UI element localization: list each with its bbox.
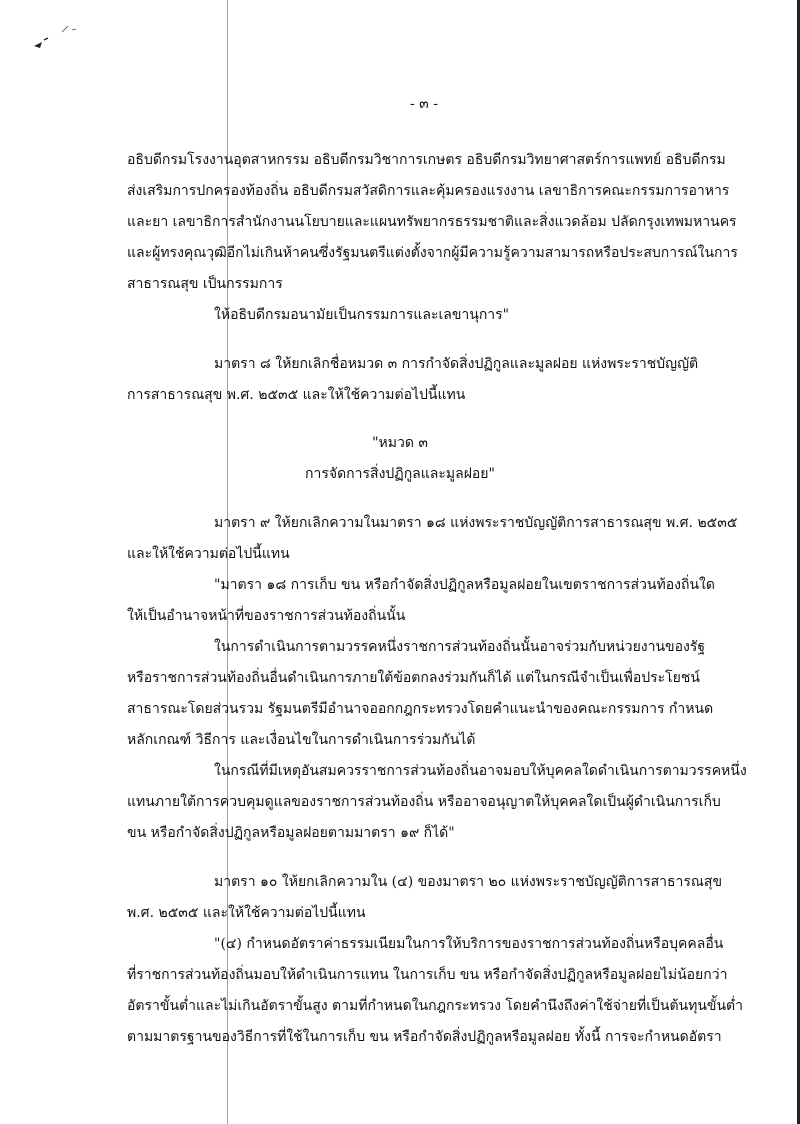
section-10-heading-line: มาตรา ๑๐ ให้ยกเลิกความใน (๔) ของมาตรา ๒๐ แห่งพระราชบัญญัติการสาธารณสุข	[214, 874, 723, 890]
section-9-heading-line: มาตรา ๙ ให้ยกเลิกความในมาตรา ๑๘ แห่งพระราชบัญญัติการสาธารณสุข พ.ศ. ๒๕๓๕	[214, 515, 738, 531]
paragraph-line: การสาธารณสุข พ.ศ. ๒๕๓๕ และให้ใช้ความต่อไปนี้แทน	[127, 387, 466, 403]
paragraph-line: และให้ใช้ความต่อไปนี้แทน	[127, 546, 290, 562]
paragraph-line: สาธารณสุข เป็นกรรมการ	[127, 276, 283, 292]
paragraph-line: ขน หรือกำจัดสิ่งปฏิกูลหรือมูลฝอยตามมาตรา ๑๙ ก็ได้"	[127, 825, 455, 841]
paragraph-line: ที่ราชการส่วนท้องถิ่นมอบให้ดำเนินการแทน ในการเก็บ ขน หรือกำจัดสิ่งปฏิกูลหรือมูลฝอยไม่น้อยกว่า	[127, 967, 728, 983]
paragraph-line: แทนภายใต้การควบคุมดูแลของราชการส่วนท้องถิ่น หรืออาจอนุญาตให้บุคคลใดเป็นผู้ดำเนินการเก็บ	[127, 794, 721, 810]
chapter-number: "หมวด ๓	[372, 435, 428, 451]
paragraph-line: อธิบดีกรมโรงงานอุตสาหกรรม อธิบดีกรมวิชาการเกษตร อธิบดีกรมวิทยาศาสตร์การแพทย์ อธิบดีกรม	[127, 152, 726, 168]
paragraph-line: ให้อธิบดีกรมอนามัยเป็นกรรมการและเลขานุการ"	[214, 307, 510, 323]
page-number: - ๓ -	[410, 96, 438, 112]
paragraph-line: หรือราชการส่วนท้องถิ่นอื่นดำเนินการภายใต้ข้อตกลงร่วมกันก็ได้ แต่ในกรณีจำเป็นเพื่อประโยชน์	[127, 670, 700, 686]
paragraph-line: ตามมาตรฐานของวิธีการที่ใช้ในการเก็บ ขน หรือกำจัดสิ่งปฏิกูลหรือมูลฝอย ทั้งนี้ การจะกำหนดอัตรา	[127, 1029, 722, 1045]
paragraph-line: สาธารณะโดยส่วนรวม รัฐมนตรีมีอำนาจออกกฎกระทรวงโดยคำแนะนำของคณะกรรมการ กำหนด	[127, 701, 714, 717]
paragraph-line: "มาตรา ๑๘ การเก็บ ขน หรือกำจัดสิ่งปฏิกูลหรือมูลฝอยในเขตราชการส่วนท้องถิ่นใด	[214, 577, 715, 593]
paragraph-line: ในการดำเนินการตามวรรคหนึ่งราชการส่วนท้องถิ่นนั้นอาจร่วมกับหน่วยงานของรัฐ	[214, 639, 706, 655]
paragraph-line: อัตราขั้นต่ำและไม่เกินอัตราขั้นสูง ตามที่กำหนดในกฎกระทรวง โดยคำนึงถึงค่าใช้จ่ายที่เป็นต้นทุนขั้นต่ำ	[127, 998, 743, 1014]
scan-mark-icon	[28, 18, 88, 58]
paragraph-line: ส่งเสริมการปกครองท้องถิ่น อธิบดีกรมสวัสดิการและคุ้มครองแรงงาน เลขาธิการคณะกรรมการอาหาร	[127, 183, 730, 199]
paragraph-line: และยา เลขาธิการสำนักงานนโยบายและแผนทรัพยากรธรรมชาติและสิ่งแวดล้อม ปลัดกรุงเทพมหานคร	[127, 214, 737, 230]
paragraph-line: ให้เป็นอำนาจหน้าที่ของราชการส่วนท้องถิ่นนั้น	[127, 608, 406, 624]
paragraph-line: หลักเกณฑ์ วิธีการ และเงื่อนไขในการดำเนินการร่วมกันได้	[127, 732, 476, 748]
paragraph-line: ในกรณีที่มีเหตุอันสมควรราชการส่วนท้องถิ่นอาจมอบให้บุคคลใดดำเนินการตามวรรคหนึ่ง	[214, 763, 747, 779]
paragraph-line: และผู้ทรงคุณวุฒิอีกไม่เกินห้าคนซึ่งรัฐมนตรีแต่งตั้งจากผู้มีความรู้ความสามารถหรือประสบการณ์ในการ	[127, 245, 738, 261]
chapter-title: การจัดการสิ่งปฏิกูลและมูลฝอย"	[305, 466, 495, 482]
paragraph-line: พ.ศ. ๒๕๓๕ และให้ใช้ความต่อไปนี้แทน	[127, 905, 366, 921]
section-8-heading-line: มาตรา ๘ ให้ยกเลิกชื่อหมวด ๓ การกำจัดสิ่งปฏิกูลและมูลฝอย แห่งพระราชบัญญัติ	[214, 356, 699, 372]
paragraph-line: "(๔) กำหนดอัตราค่าธรรมเนียมในการให้บริการของราชการส่วนท้องถิ่นหรือบุคคลอื่น	[214, 936, 724, 952]
